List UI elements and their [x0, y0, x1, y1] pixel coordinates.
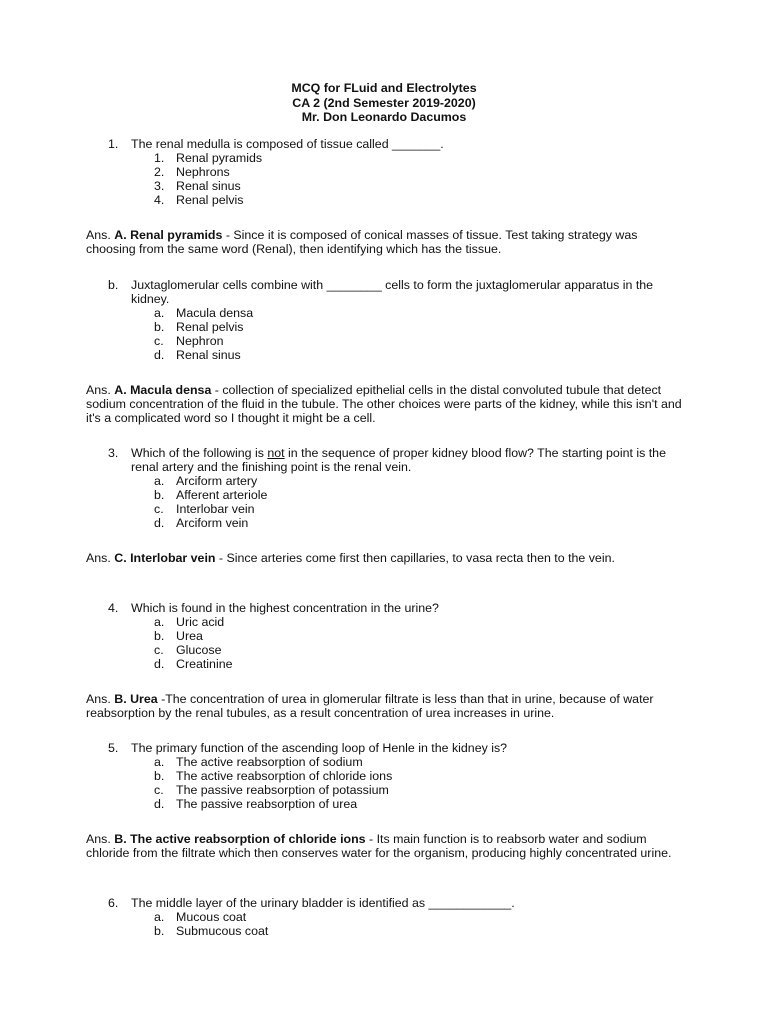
option-text: Renal sinus: [176, 348, 241, 362]
answer-explanation: - collection of specialized epithelial cells in the distal convoluted tubule that detect sodium concentration of the fluid in the tubule. The other choices were parts of the kidney, while this isn't and it's a complicated word so I thought it might be a cell.: [86, 383, 682, 425]
option-label: d.: [154, 657, 165, 671]
answer-2: [86, 383, 686, 425]
answer-prefix: Ans.: [86, 832, 115, 846]
answer-prefix: Ans.: [86, 551, 115, 565]
option-text: Arciform vein: [176, 516, 249, 530]
option-label: c.: [154, 643, 164, 657]
option-item: [108, 797, 668, 811]
option-text: Mucous coat: [176, 910, 247, 924]
option-text: The active reabsorption of chloride ions: [176, 769, 393, 783]
option-text: The passive reabsorption of potassium: [176, 783, 389, 797]
option-item: [108, 629, 668, 643]
answer-4: [86, 692, 686, 720]
option-item: [108, 643, 668, 657]
answer-5: [86, 832, 686, 860]
answer-3: [86, 551, 686, 565]
option-label: c.: [154, 334, 164, 348]
option-item: [108, 755, 668, 769]
document-title: MCQ for FLuid and Electrolytes: [291, 81, 477, 95]
option-item: [108, 193, 668, 207]
option-item: [108, 151, 668, 165]
option-text: Renal pelvis: [176, 320, 244, 334]
option-label: a.: [154, 474, 165, 488]
option-text: Macula densa: [176, 306, 254, 320]
option-item: [108, 516, 668, 530]
option-list: [108, 755, 668, 811]
question-text: The renal medulla is composed of tissue called _______.: [131, 137, 444, 151]
option-label: b.: [154, 629, 165, 643]
question-number: 6.: [108, 896, 119, 910]
option-text: Arciform artery: [176, 474, 258, 488]
question-text: The primary function of the ascending loop of Henle in the kidney is?: [131, 741, 508, 755]
option-list: [108, 151, 668, 207]
option-label: d.: [154, 348, 165, 362]
option-label: 3.: [154, 179, 165, 193]
answer-prefix: Ans.: [86, 228, 115, 242]
option-label: 2.: [154, 165, 165, 179]
option-text: Nephron: [176, 334, 224, 348]
option-text: The active reabsorption of sodium: [176, 755, 363, 769]
answer-explanation: - Since it is composed of conical masses of tissue. Test taking strategy was choosing from the same word (Renal), then identifying which has the tissue.: [86, 228, 638, 256]
option-text: Uric acid: [176, 615, 225, 629]
option-text: Submucous coat: [176, 924, 269, 938]
option-text: Renal pelvis: [176, 193, 244, 207]
answer-explanation: -The concentration of urea in glomerular filtrate is less than that in urine, because of water reabsorption by the renal tubules, as a result concentration of urea increases in urine.: [86, 692, 654, 720]
option-list: [108, 910, 668, 938]
answer-choice: A. Renal pyramids: [114, 228, 223, 242]
answer-prefix: Ans.: [86, 383, 115, 397]
option-label: c.: [154, 783, 164, 797]
question-text: Which of the following is not in the sequence of proper kidney blood flow? The starting point is the renal artery and the finishing point is the renal vein.: [131, 446, 666, 474]
option-item: [108, 924, 668, 938]
question-2: [108, 278, 668, 362]
question-number: 1.: [108, 137, 119, 151]
question-text: The middle layer of the urinary bladder is identified as ____________.: [131, 896, 515, 910]
option-item: [108, 334, 668, 348]
option-label: b.: [154, 924, 165, 938]
option-item: [108, 474, 668, 488]
option-text: Urea: [176, 629, 203, 643]
question-6: [108, 896, 668, 938]
question-number: 5.: [108, 741, 119, 755]
option-label: 1.: [154, 151, 165, 165]
option-text: Renal sinus: [176, 179, 241, 193]
answer-explanation: - Since arteries come first then capillaries, to vasa recta then to the vein.: [215, 551, 615, 565]
option-label: a.: [154, 755, 165, 769]
option-label: 4.: [154, 193, 165, 207]
option-label: b.: [154, 488, 165, 502]
option-text: Renal pyramids: [176, 151, 263, 165]
option-label: b.: [154, 769, 165, 783]
answer-explanation: - Its main function is to reabsorb water and sodium chloride from the filtrate which then conserves water for the organism, producing highly concentrated urine.: [86, 832, 672, 860]
option-text: Creatinine: [176, 657, 233, 671]
question-number: b.: [108, 278, 119, 292]
question-1: [108, 137, 668, 207]
document-subtitle: CA 2 (2nd Semester 2019-2020): [292, 95, 476, 110]
answer-1: [86, 228, 686, 256]
option-label: b.: [154, 320, 165, 334]
option-text: Interlobar vein: [176, 502, 255, 516]
option-label: d.: [154, 797, 165, 811]
emphasis-not: not: [267, 446, 285, 460]
option-label: a.: [154, 615, 165, 629]
question-text: Juxtaglomerular cells combine with ________ cells to form the juxtaglomerular apparatus in the kidney.: [131, 278, 654, 306]
option-item: [108, 657, 668, 671]
option-list: [108, 306, 668, 362]
question-number: 3.: [108, 446, 119, 460]
option-list: [108, 615, 668, 671]
option-label: d.: [154, 516, 165, 530]
option-item: [108, 488, 668, 502]
question-number: 4.: [108, 601, 119, 615]
option-label: c.: [154, 502, 164, 516]
option-item: [108, 320, 668, 334]
option-item: [108, 165, 668, 179]
question-4: [108, 601, 668, 671]
option-text: Nephrons: [176, 165, 230, 179]
option-item: [108, 306, 668, 320]
option-item: [108, 910, 668, 924]
option-item: [108, 502, 668, 516]
answer-choice: A. Macula densa: [114, 383, 212, 397]
document-author: Mr. Don Leonardo Dacumos: [301, 110, 467, 124]
option-item: [108, 179, 668, 193]
option-label: a.: [154, 910, 165, 924]
question-text: Which is found in the highest concentration in the urine?: [131, 601, 439, 615]
question-5: [108, 741, 668, 811]
option-text: The passive reabsorption of urea: [176, 797, 358, 811]
answer-choice: B. Urea: [114, 692, 158, 706]
answer-prefix: Ans.: [86, 692, 115, 706]
option-item: [108, 783, 668, 797]
answer-choice: C. Interlobar vein: [114, 551, 216, 565]
answer-choice: B. The active reabsorption of chloride ions: [114, 832, 366, 846]
document-header: [0, 81, 768, 125]
option-item: [108, 348, 668, 362]
question-3: [108, 446, 668, 530]
option-text: Glucose: [176, 643, 222, 657]
option-item: [108, 769, 668, 783]
option-label: a.: [154, 306, 165, 320]
option-item: [108, 615, 668, 629]
option-list: [108, 474, 668, 530]
option-text: Afferent arteriole: [176, 488, 268, 502]
